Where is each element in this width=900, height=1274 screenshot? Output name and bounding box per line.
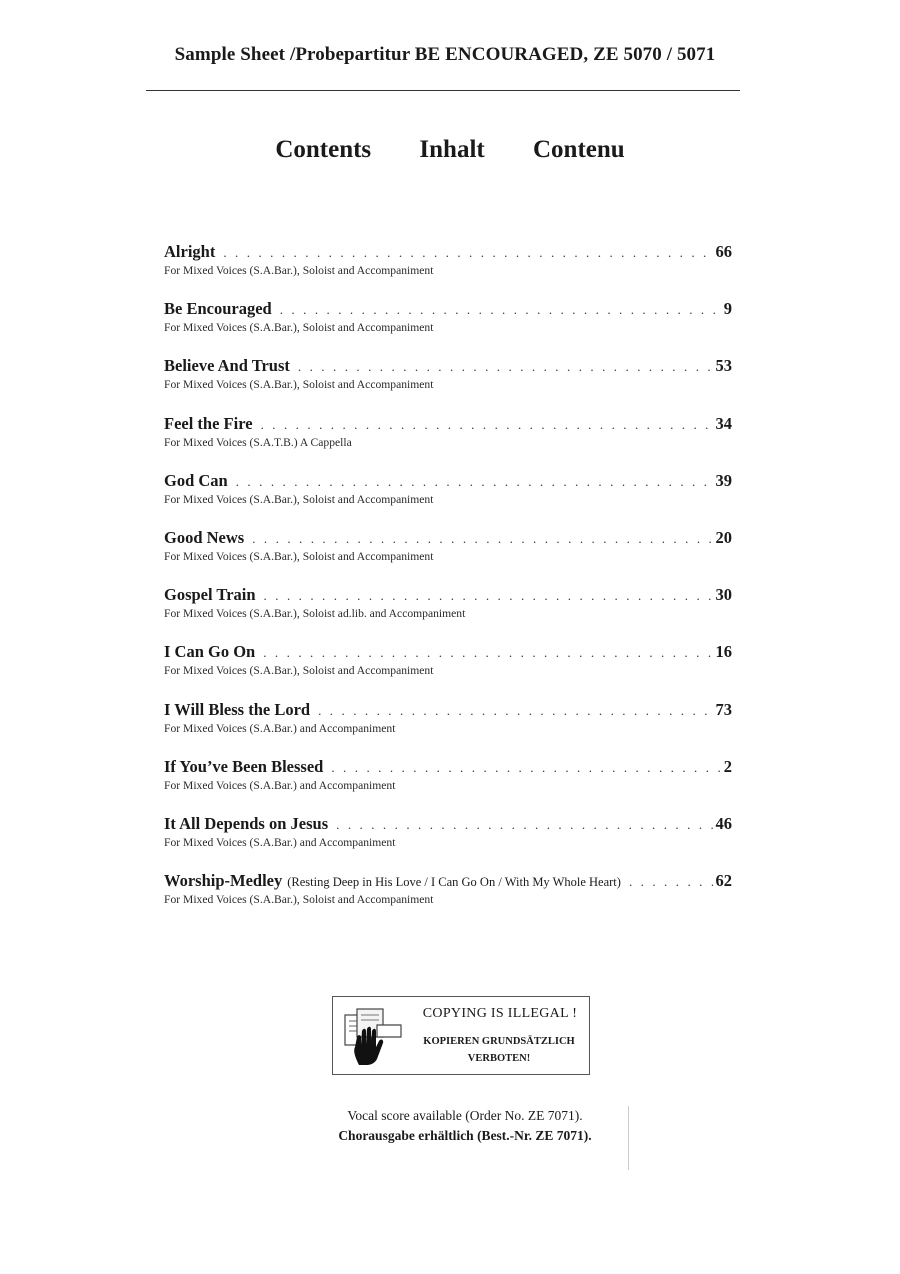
toc-entry[interactable] bbox=[164, 528, 732, 585]
toc-entry-page: 39 bbox=[715, 470, 732, 490]
toc-entry-description: For Mixed Voices (S.A.Bar.) and Accompaniment bbox=[164, 778, 396, 792]
leader-dots bbox=[261, 417, 713, 433]
toc-entry-description: For Mixed Voices (S.A.Bar.) and Accompaniment bbox=[164, 721, 396, 735]
toc-entry-page: 73 bbox=[715, 699, 732, 719]
toc-entry-description: For Mixed Voices (S.A.Bar.), Soloist ad.lib. and Accompaniment bbox=[164, 607, 466, 621]
notice-line-1: KOPIEREN GRUNDSÄTZLICH bbox=[423, 1036, 575, 1047]
toc-entry-page: 20 bbox=[715, 527, 732, 547]
toc-entry-title: Good News bbox=[164, 527, 245, 547]
toc-entry-title: Believe And Trust bbox=[164, 356, 290, 376]
leader-dots bbox=[263, 645, 712, 661]
toc-entry-description: For Mixed Voices (S.A.Bar.), Soloist and Accompaniment bbox=[164, 549, 434, 563]
contents-heading bbox=[0, 136, 900, 164]
leader-dots bbox=[298, 359, 713, 375]
toc-entry-title: If You’ve Been Blessed bbox=[164, 756, 324, 776]
toc-entry-title: I Can Go On bbox=[164, 642, 256, 662]
toc-entry[interactable] bbox=[164, 299, 732, 356]
toc-entry[interactable] bbox=[164, 700, 732, 757]
toc-entry-page: 16 bbox=[715, 642, 732, 662]
leader-dots bbox=[629, 874, 713, 890]
toc-entry-page: 9 bbox=[723, 299, 732, 319]
notice-line-2: VERBOTEN! bbox=[467, 1053, 531, 1064]
footer-line-english: Vocal score available (Order No. ZE 7071). bbox=[347, 1108, 583, 1123]
toc-entry-description: For Mixed Voices (S.A.Bar.), Soloist and Accompaniment bbox=[164, 378, 434, 392]
toc-entry-page: 30 bbox=[715, 585, 732, 605]
toc-entry[interactable] bbox=[164, 642, 732, 699]
toc-entry-description: For Mixed Voices (S.A.Bar.), Soloist and Accompaniment bbox=[164, 664, 434, 678]
footer-note bbox=[0, 1106, 900, 1146]
toc-entry-page: 66 bbox=[715, 242, 732, 261]
toc-entry[interactable] bbox=[164, 585, 732, 642]
toc-entry-page: 53 bbox=[715, 356, 732, 376]
toc-entry-description: For Mixed Voices (S.A.Bar.), Soloist and Accompaniment bbox=[164, 321, 434, 335]
toc-entry-title: Worship-Medley bbox=[164, 871, 283, 891]
toc-entry-title: Alright bbox=[164, 242, 216, 261]
toc-entry[interactable] bbox=[164, 356, 732, 413]
heading-french: Contenu bbox=[532, 136, 625, 163]
toc-entry-title: It All Depends on Jesus bbox=[164, 813, 329, 833]
toc-entry[interactable] bbox=[164, 757, 732, 814]
toc-entry-title: I Will Bless the Lord bbox=[164, 699, 311, 719]
toc-entry-title: Feel the Fire bbox=[164, 413, 253, 433]
copy-notice-box bbox=[332, 996, 590, 1075]
leader-dots bbox=[264, 588, 713, 604]
toc-entry-title: Gospel Train bbox=[164, 585, 256, 605]
toc-entry-page: 2 bbox=[723, 756, 732, 776]
toc-entry-page: 34 bbox=[715, 413, 732, 433]
toc-entry-subtitle: (Resting Deep in His Love / I Can Go On / With My Whole Heart) bbox=[287, 875, 621, 890]
leader-dots bbox=[336, 817, 712, 833]
toc-entry-description: For Mixed Voices (S.A.Bar.), Soloist and Accompaniment bbox=[164, 893, 434, 907]
leader-dots bbox=[236, 474, 713, 490]
leader-dots bbox=[331, 760, 720, 776]
header-rule bbox=[146, 90, 740, 91]
toc-entry[interactable] bbox=[164, 242, 732, 299]
leader-dots bbox=[252, 531, 712, 547]
toc-entry-title: Be Encouraged bbox=[164, 299, 272, 319]
toc-entry-page: 46 bbox=[715, 813, 732, 833]
leader-dots bbox=[318, 703, 712, 719]
toc-entry[interactable] bbox=[164, 814, 732, 871]
leader-dots bbox=[280, 302, 721, 318]
toc-entry-description: For Mixed Voices (S.A.Bar.) and Accompaniment bbox=[164, 835, 396, 849]
toc-entry-description: For Mixed Voices (S.A.Bar.), Soloist and Accompaniment bbox=[164, 492, 434, 506]
leader-dots bbox=[223, 245, 712, 261]
toc-entry[interactable] bbox=[164, 871, 732, 928]
table-of-contents bbox=[164, 242, 732, 928]
no-copying-hand-icon bbox=[343, 1007, 405, 1069]
toc-entry-page: 62 bbox=[715, 871, 732, 891]
notice-title: COPYING IS ILLEGAL ! bbox=[422, 1006, 578, 1021]
toc-entry-description: For Mixed Voices (S.A.Bar.), Soloist and Accompaniment bbox=[164, 264, 434, 277]
toc-entry[interactable] bbox=[164, 414, 732, 471]
toc-entry[interactable] bbox=[164, 471, 732, 528]
footer-line-german: Chorausgabe erhältlich (Best.-Nr. ZE 7071). bbox=[338, 1128, 592, 1143]
heading-english: Contents bbox=[275, 136, 372, 163]
heading-german: Inhalt bbox=[419, 136, 485, 163]
toc-entry-description: For Mixed Voices (S.A.T.B.) A Cappella bbox=[164, 435, 352, 449]
toc-entry-title: God Can bbox=[164, 470, 228, 490]
header-title: Sample Sheet /Probepartitur BE ENCOURAGED, ZE 5070 / 5071 bbox=[174, 44, 716, 65]
notice-subtitle bbox=[411, 1033, 587, 1067]
footer-divider bbox=[628, 1106, 629, 1170]
